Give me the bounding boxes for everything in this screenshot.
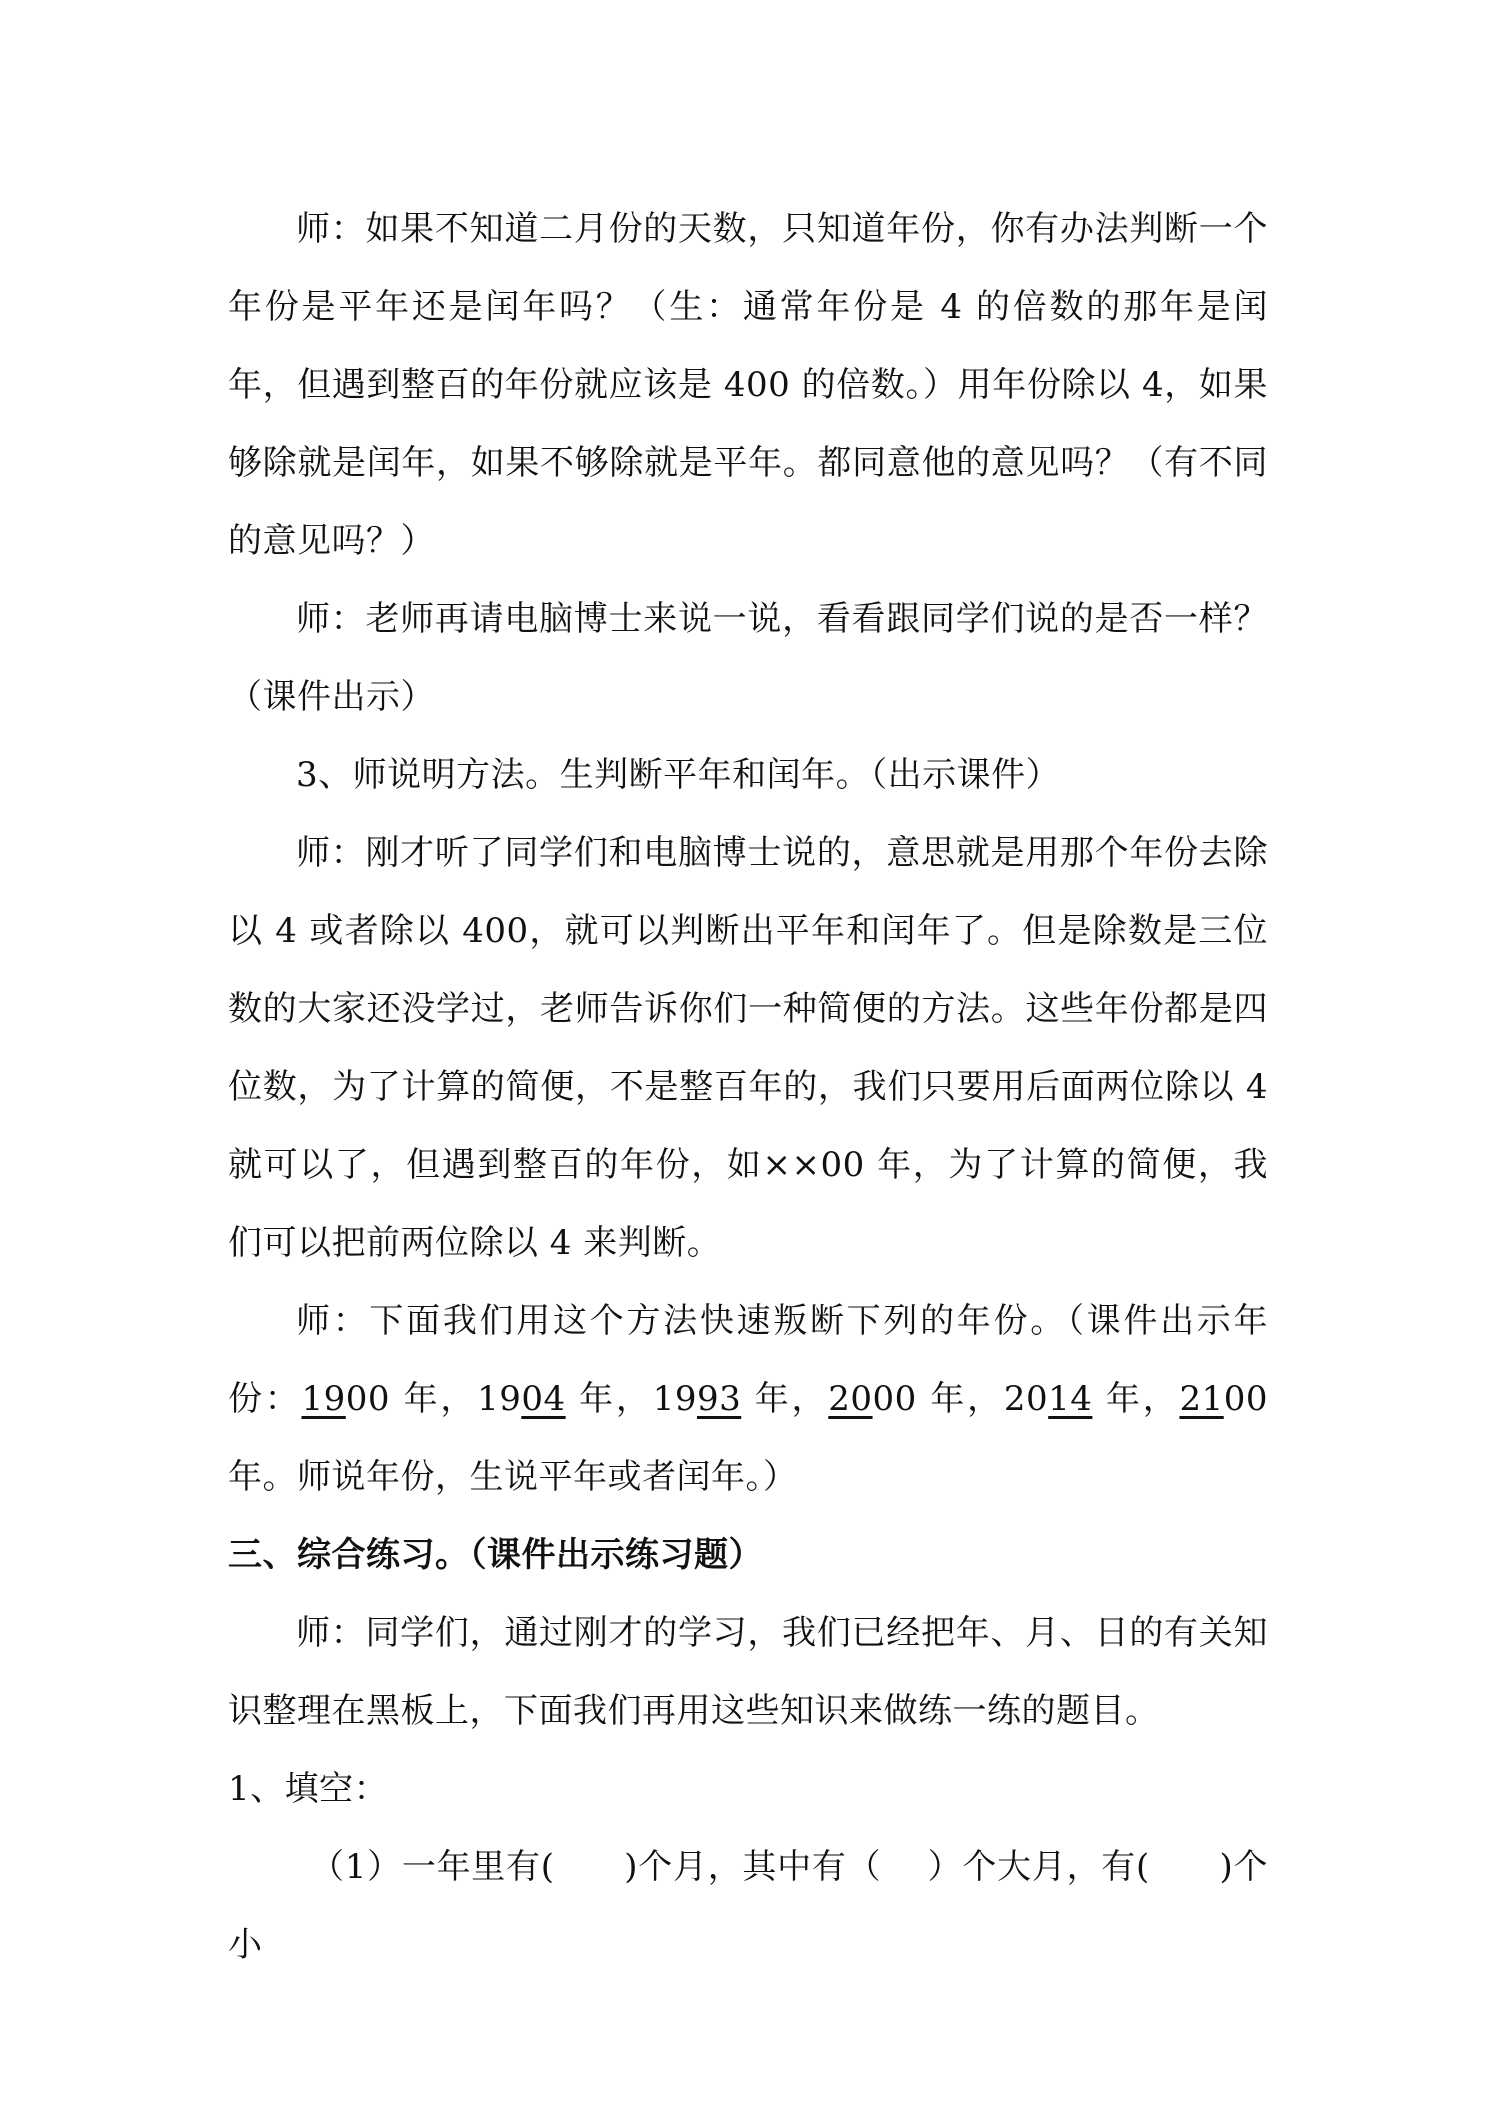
year-item: 2100 年。 <box>228 1379 1268 1497</box>
year-judging-tail: 师说年份，生说平年或者闰年。） <box>297 1457 798 1497</box>
year-item: 2014 年， <box>1003 1379 1180 1419</box>
document-page <box>228 190 1268 1984</box>
paragraph-leap-year-question: 师：如果不知道二月份的天数，只知道年份，你有办法判断一个年份是平年还是闰年吗？（生：通常年份是 4 的倍数的那年是闰年，但遇到整百的年份就应该是 400 的倍数。）用年份除以 4，如果够除就是闰年，如果不够除就是平年。都同意他的意见吗？（有不同的意见吗？） <box>228 209 1268 561</box>
year-judging-lead: 师：下面我们用这个方法快速叛断下列的年份。（课件出示年份： <box>228 1301 1268 1419</box>
paragraph-practice-intro: 师：同学们，通过刚才的学习，我们已经把年、月、日的有关知识整理在黑板上，下面我们再用这些知识来做练一练的题目。 <box>228 1613 1268 1731</box>
exercise-item-1: （1）一年里有( )个月，其中有（ ）个大月，有( )个小 <box>228 1847 1268 1965</box>
paragraph-method-step-3: 3、师说明方法。生判断平年和闰年。（出示课件） <box>296 755 1061 795</box>
year-item: 1993 年， <box>652 1379 829 1419</box>
section-heading-3: 三、综合练习。（课件出示练习题） <box>228 1535 763 1575</box>
exercise-fill-blank-title: 1、填空： <box>228 1769 389 1809</box>
year-item: 1904 年， <box>477 1379 653 1419</box>
paragraph-method-explanation: 师：刚才听了同学们和电脑博士说的，意思就是用那个年份去除以 4 或者除以 400，就可以判断出平年和闰年了。但是除数是三位数的大家还没学过，老师告诉你们一种简便的方法。这些年份都是四位数，为了计算的简便，不是整百年的，我们只要用后面两位除以 4 就可以了，但遇到整百的年份，如××00 年，为了计算的简便，我们可以把前两位除以 4 来判断。 <box>228 833 1268 1263</box>
paragraph-year-judging <box>228 1282 1268 1516</box>
paragraph-computer-doctor: 师：老师再请电脑博士来说一说，看看跟同学们说的是否一样？（课件出示） <box>228 599 1268 717</box>
year-item: 2000 年， <box>828 1379 1004 1419</box>
year-item: 1900 年， <box>301 1379 478 1419</box>
